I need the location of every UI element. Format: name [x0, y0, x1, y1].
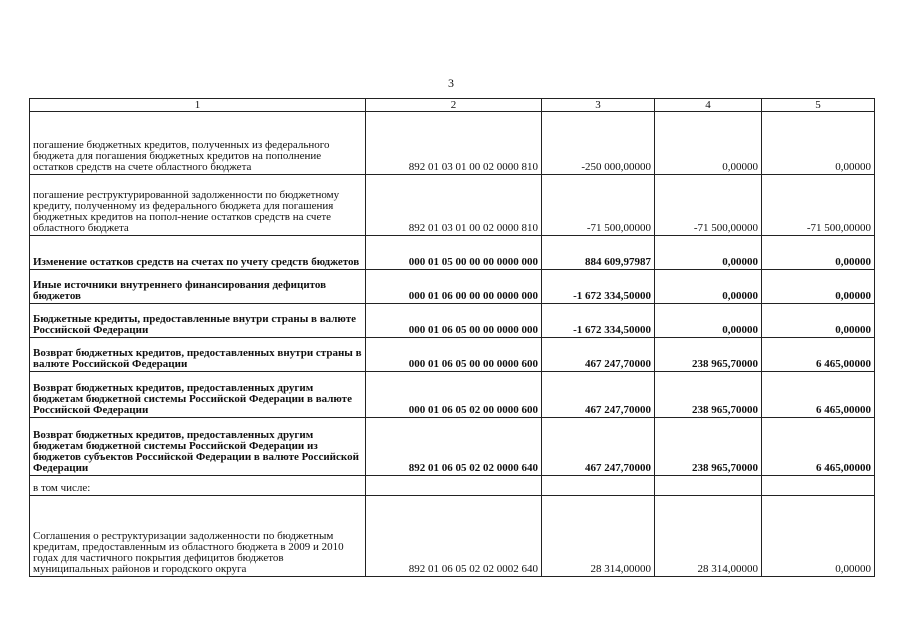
row-value-cell: 238 965,70000 [655, 418, 762, 476]
row-code-cell [366, 476, 542, 496]
row-value-cell: 0,00000 [655, 112, 762, 175]
row-value-cell: 0,00000 [762, 270, 875, 304]
row-code-cell: 000 01 05 00 00 00 0000 000 [366, 236, 542, 270]
row-value-cell: 467 247,70000 [542, 338, 655, 372]
row-name-cell: Возврат бюджетных кредитов, предоставленных другим бюджетам бюджетной системы Российской Федерации из бюджетов субъектов Российской Федерации в валюте Российской Федерации [30, 418, 366, 476]
page-number: 3 [448, 76, 454, 90]
row-name-cell: в том числе: [30, 476, 366, 496]
row-value-cell: 238 965,70000 [655, 338, 762, 372]
table-row [30, 112, 875, 175]
row-value-cell: 0,00000 [655, 236, 762, 270]
table-row [30, 236, 875, 270]
row-name-cell: Возврат бюджетных кредитов, предоставленных внутри страны в валюте Российской Федерации [30, 338, 366, 372]
row-value-cell: -250 000,00000 [542, 112, 655, 175]
table-row [30, 338, 875, 372]
column-header: 3 [542, 99, 655, 112]
row-value-cell: 6 465,00000 [762, 372, 875, 418]
table-row [30, 304, 875, 338]
row-code-cell: 892 01 06 05 02 02 0000 640 [366, 418, 542, 476]
row-value-cell: 0,00000 [762, 112, 875, 175]
row-value-cell: 238 965,70000 [655, 372, 762, 418]
row-code-cell: 892 01 03 01 00 02 0000 810 [366, 112, 542, 175]
table-row [30, 496, 875, 577]
table-header-row [30, 99, 875, 112]
row-name-cell: погашение бюджетных кредитов, полученных из федерального бюджета для погашения бюджетных кредитов на пополнение остатков средств на счете областного бюджета [30, 112, 366, 175]
row-code-cell: 000 01 06 00 00 00 0000 000 [366, 270, 542, 304]
row-code-cell: 000 01 06 05 00 00 0000 000 [366, 304, 542, 338]
table-row [30, 270, 875, 304]
row-value-cell: 467 247,70000 [542, 372, 655, 418]
row-value-cell: 884 609,97987 [542, 236, 655, 270]
budget-sources-table [29, 98, 875, 577]
row-value-cell: 0,00000 [762, 496, 875, 577]
row-value-cell: -71 500,00000 [655, 175, 762, 236]
row-value-cell: 6 465,00000 [762, 338, 875, 372]
table-row [30, 175, 875, 236]
row-value-cell [542, 476, 655, 496]
row-code-cell: 892 01 06 05 02 02 0002 640 [366, 496, 542, 577]
row-name-cell: Изменение остатков средств на счетах по учету средств бюджетов [30, 236, 366, 270]
row-value-cell: 0,00000 [655, 270, 762, 304]
row-value-cell: -71 500,00000 [762, 175, 875, 236]
row-value-cell: 0,00000 [762, 304, 875, 338]
column-header: 5 [762, 99, 875, 112]
row-value-cell: 467 247,70000 [542, 418, 655, 476]
row-value-cell: -71 500,00000 [542, 175, 655, 236]
row-name-cell: погашение реструктурированной задолженности по бюджетному кредиту, полученному из федерального бюджета для погашения бюджетных кредитов на попол-нение остатков средств на счете областного бюджета [30, 175, 366, 236]
row-name-cell: Иные источники внутреннего финансирования дефицитов бюджетов [30, 270, 366, 304]
column-header: 4 [655, 99, 762, 112]
table-row [30, 372, 875, 418]
row-code-cell: 892 01 03 01 00 02 0000 810 [366, 175, 542, 236]
row-name-cell: Соглашения о реструктуризации задолженности по бюджетным кредитам, предоставленным из областного бюджета в 2009 и 2010 годах для частичного покрытия дефицитов бюджетов муниципальных районов и городского округа [30, 496, 366, 577]
row-value-cell: -1 672 334,50000 [542, 270, 655, 304]
row-value-cell [655, 476, 762, 496]
row-value-cell: 0,00000 [762, 236, 875, 270]
row-value-cell: 28 314,00000 [542, 496, 655, 577]
row-value-cell: -1 672 334,50000 [542, 304, 655, 338]
table-row [30, 418, 875, 476]
row-value-cell: 28 314,00000 [655, 496, 762, 577]
row-name-cell: Бюджетные кредиты, предоставленные внутри страны в валюте Российской Федерации [30, 304, 366, 338]
row-code-cell: 000 01 06 05 02 00 0000 600 [366, 372, 542, 418]
column-header: 2 [366, 99, 542, 112]
row-value-cell [762, 476, 875, 496]
row-name-cell: Возврат бюджетных кредитов, предоставленных другим бюджетам бюджетной системы Российской Федерации в валюте Российской Федерации [30, 372, 366, 418]
table-row [30, 476, 875, 496]
row-value-cell: 0,00000 [655, 304, 762, 338]
row-code-cell: 000 01 06 05 00 00 0000 600 [366, 338, 542, 372]
row-value-cell: 6 465,00000 [762, 418, 875, 476]
column-header: 1 [30, 99, 366, 112]
